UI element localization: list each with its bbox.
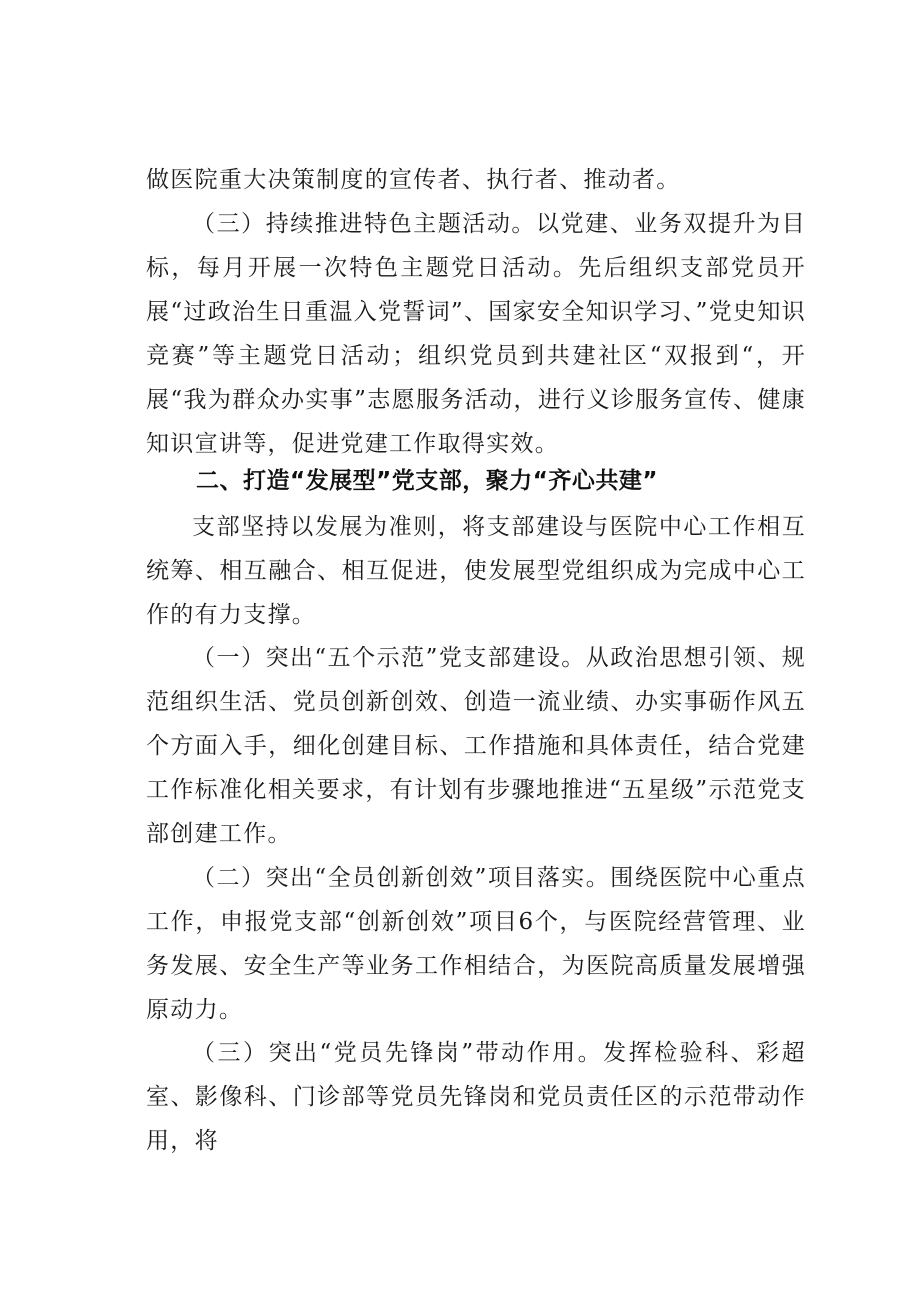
paragraph-themed-activities: （三）持续推进特色主题活动。以党建、业务双提升为目标，每月开展一次特色主题党日活动。先后组织支部党员开展“过政治生日重温入党誓词”、国家安全知识学习、”党史知识竞赛”等主题党日活动；组织党员到共建社区“双报到“，开展“我为群众办实事”志愿服务活动，进行义诊服务宣传、健康知识宣讲等，促进党建工作取得实效。 [146,211,806,457]
paragraph-vanguard-posts: （三）突出“党员先锋岗”带动作用。发挥检验科、彩超室、影像科、门诊部等党员先锋岗和党员责任区的示范带动作用，将 [146,1040,806,1154]
section-heading-2: 二、打造“发展型”党支部，聚力“齐心共建” [196,468,658,494]
paragraph-five-demonstrations: （一）突出“五个示范”党支部建设。从政治思想引领、规范组织生活、党员创新创效、创造一流业绩、办实事砺作风五个方面入手，细化创建目标、工作措施和具体责任，结合党建工作标准化相关要求，有计划有步骤地推进“五星级”示范党支部创建工作。 [146,645,806,847]
paragraph-development-principle: 支部坚持以发展为准则，将支部建设与医院中心工作相互统筹、相互融合、相互促进，使发展型党组织成为完成中心工作的有力支撑。 [146,514,806,628]
paragraph-innovation-projects: （二）突出“全员创新创效”项目落实。围绕医院中心重点工作，申报党支部“创新创效”项目6个，与医院经营管理、业务发展、安全生产等业务工作相结合，为医院高质量发展增强原动力。 [146,865,806,1023]
paragraph-continuation: 做医院重大决策制度的宣传者、执行者、推动者。 [146,167,681,193]
